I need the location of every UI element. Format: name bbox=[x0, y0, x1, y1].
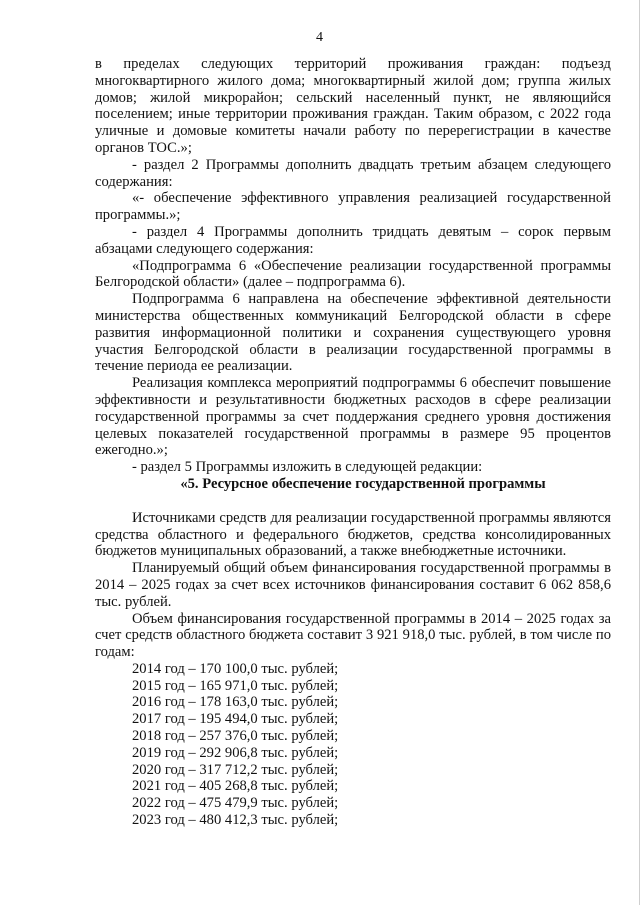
paragraph-continuation: в пределах следующих территорий проживания граждан: подъезд многоквартирного жилого дома; многоквартирный жилой дом; группа жилых домов; жилой микрорайон; сельский населенный пункт, не являющийся поселением; иные территории проживания граждан. Таким образом, с 2022 года уличные и домовые комитеты начали работу по перерегистрации в качестве органов ТОС.»; bbox=[95, 56, 611, 156]
funding-by-year-list bbox=[132, 661, 611, 829]
paragraph-quote-management: «- обеспечение эффективного управления реализацией государственной программы.»; bbox=[95, 190, 611, 224]
paragraph-total-funding: Планируемый общий объем финансирования государственной программы в 2014 – 2025 годах за счет всех источников финансирования составит 6 062 858,6 тыс. рублей. bbox=[95, 560, 611, 610]
document-body bbox=[95, 56, 611, 829]
paragraph-funding-sources: Источниками средств для реализации государственной программы являются средства областного и федерального бюджетов, средства консолидированных бюджетов муниципальных образований, а также внебюджетные источники. bbox=[95, 509, 611, 560]
paragraph-subprogram-6-aim: Подпрограмма 6 направлена на обеспечение эффективной деятельности министерства общественных коммуникаций Белгородской области в сфере развития информационной политики и сохранения существующего уровня участия Белгородской области в реализации государственной программы в течение периода ее реализации. bbox=[95, 291, 611, 375]
paragraph-section-2-amendment: - раздел 2 Программы дополнить двадцать третьим абзацем следующего содержания: bbox=[95, 156, 611, 190]
paragraph-regional-budget: Объем финансирования государственной программы в 2014 – 2025 годах за счет средств областного бюджета составит 3 921 918,0 тыс. рублей, в том числе по годам: bbox=[95, 610, 611, 661]
paragraph-subprogram-6-title: «Подпрограмма 6 «Обеспечение реализации государственной программы Белгородской области» (далее – подпрограмма 6). bbox=[95, 257, 611, 291]
page-number: 4 bbox=[316, 30, 323, 45]
section-heading: «5. Ресурсное обеспечение государственной программы bbox=[180, 475, 546, 492]
list-item: 2023 год – 480 412,3 тыс. рублей; bbox=[132, 812, 339, 829]
list-item: 2017 год – 195 494,0 тыс. рублей; bbox=[132, 711, 339, 728]
paragraph-subprogram-6-effect: Реализация комплекса мероприятий подпрограммы 6 обеспечит повышение эффективности и результативности бюджетных расходов в сфере реализации государственной программы за счет поддержания среднего уровня достижения целевых показателей государственной программы в размере 95 процентов ежегодно.»; bbox=[95, 375, 611, 459]
list-item: 2022 год – 475 479,9 тыс. рублей; bbox=[132, 795, 339, 812]
list-item: 2016 год – 178 163,0 тыс. рублей; bbox=[132, 694, 339, 711]
list-item: 2019 год – 292 906,8 тыс. рублей; bbox=[132, 744, 339, 761]
paragraph-section-4-amendment: - раздел 4 Программы дополнить тридцать девятым – сорок первым абзацами следующего содержания: bbox=[95, 223, 611, 257]
list-item: 2018 год – 257 376,0 тыс. рублей; bbox=[132, 728, 339, 745]
list-item: 2021 год – 405 268,8 тыс. рублей; bbox=[132, 778, 339, 795]
list-item: 2015 год – 165 971,0 тыс. рублей; bbox=[132, 677, 339, 694]
list-item: 2014 год – 170 100,0 тыс. рублей; bbox=[132, 660, 339, 677]
paragraph-section-5-amendment: - раздел 5 Программы изложить в следующей редакции: bbox=[132, 459, 483, 476]
list-item: 2020 год – 317 712,2 тыс. рублей; bbox=[132, 761, 339, 778]
